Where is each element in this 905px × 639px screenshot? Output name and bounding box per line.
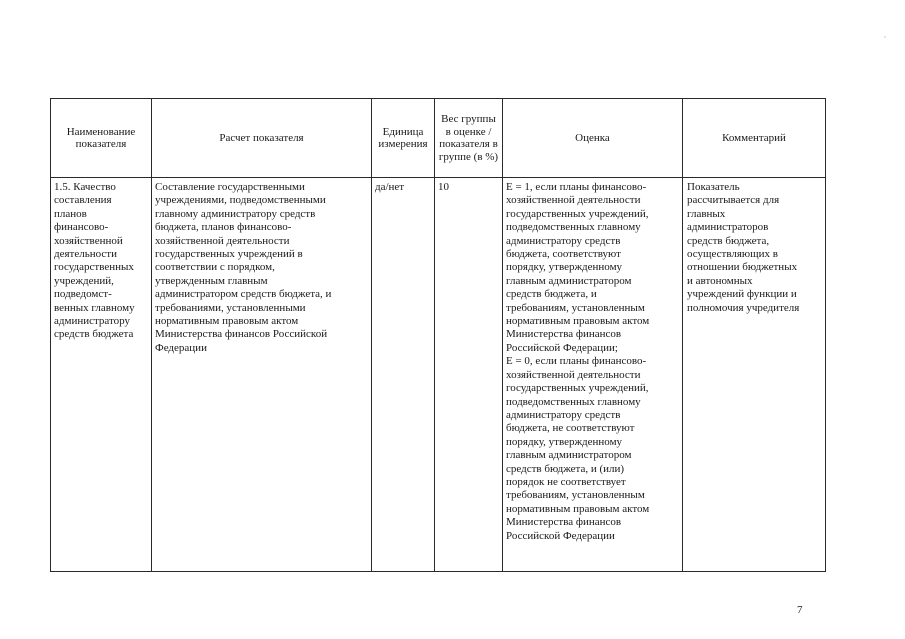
cell-comment: Показатель рассчитывается для главных администраторов средств бюджета, осуществляющих в отношении бюджетных и автономных учреждений функции и полномочия учредителя (687, 181, 800, 314)
header-unit: Единица измерения (378, 125, 428, 150)
cell-unit: да/нет (375, 181, 405, 193)
header-assessment: Оценка (575, 131, 610, 144)
header-weight: Вес группы в оценке / показателя в группе (в %) (438, 113, 499, 163)
header-calculation: Расчет показателя (219, 131, 304, 144)
header-indicator-name: Наименование показателя (66, 125, 136, 150)
scan-speck (884, 36, 886, 38)
cell-indicator-name: 1.5. Качество составления планов финансово- хозяйственной деятельности государственных учреждений, подведомст- венных главному администратору средств бюджета (54, 181, 135, 341)
indicator-table (50, 98, 826, 572)
cell-weight: 10 (438, 181, 449, 193)
header-comment: Комментарий (722, 131, 786, 144)
cell-calculation: Составление государственными учреждениями, подведомственными главному администратору средств бюджета, планов финансово- хозяйственной деятельности государственных учреждений в соответствии с порядком, утвержденным главным администратором средств бюджета, и требованиями, установленными нормативным правовым актом Министерства финансов Российской Федерации (155, 181, 332, 354)
page-number: 7 (797, 604, 803, 616)
cell-assessment: E = 1, если планы финансово- хозяйственной деятельности государственных учреждений, подведомственных главному администратору средств бюджета, соответствуют порядку, утвержденному главным администратором средств бюджета, и требованиям, установленным нормативным правовым актом Министерства финансов Российской Федерации; E = 0, если планы финансово- хозяйственной деятельности государственных учреждений, подведомственных главному администратору средств бюджета, не соответствуют порядку, утвержденному главным администратором средств бюджета, и (или) порядок не соответствует требованиям, установленным нормативным правовым актом Министерства финансов Российской Федерации (506, 181, 650, 542)
